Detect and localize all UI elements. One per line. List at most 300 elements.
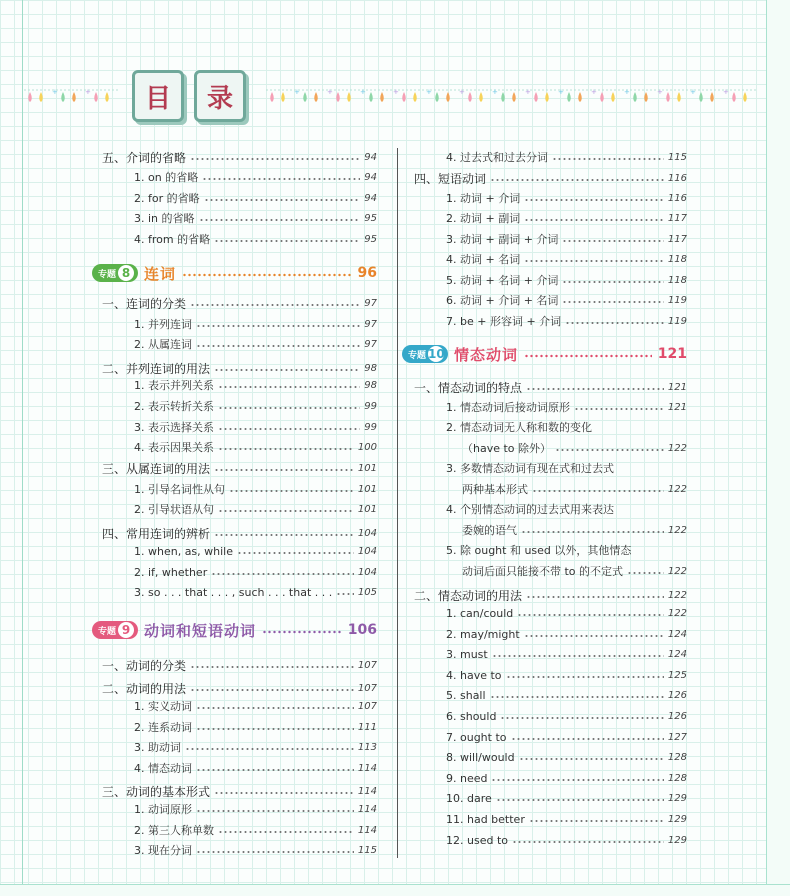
toc-entry[interactable] <box>446 230 687 248</box>
toc-entry-text: 4. have to <box>446 668 502 682</box>
dot-leader <box>214 787 354 795</box>
raindrop-icon <box>633 92 637 102</box>
toc-entry[interactable] <box>134 335 377 353</box>
dot-leader <box>555 444 664 452</box>
toc-entry[interactable] <box>446 686 687 704</box>
toc-entry-page: 94 <box>364 171 377 183</box>
toc-entry-text: 3. 表示选择关系 <box>134 421 214 434</box>
raindrop-icon <box>501 92 505 102</box>
raindrop-icon <box>270 92 274 102</box>
toc-entry[interactable] <box>462 480 687 498</box>
toc-entry-page: 98 <box>364 379 377 391</box>
toc-entry-text: 3. 助动词 <box>134 741 181 754</box>
toc-entry-text: 3. in 的省略 <box>134 212 195 225</box>
toc-entry[interactable] <box>134 397 377 415</box>
toc-entry-page: 122 <box>667 565 687 577</box>
raindrop-icon <box>336 92 340 102</box>
toc-entry-page: 95 <box>364 212 377 224</box>
toc-entry[interactable] <box>446 291 687 309</box>
toc-entry[interactable] <box>446 500 687 518</box>
toc-entry-page: 101 <box>357 462 377 474</box>
toc-entry-text: 4. 表示因果关系 <box>134 441 214 454</box>
raindrop-icon <box>666 92 670 102</box>
toc-entry-page: 124 <box>667 628 687 640</box>
toc-entry[interactable] <box>446 418 687 436</box>
dot-leader <box>552 153 664 161</box>
sparkle-icon: + <box>294 88 300 96</box>
toc-entry-page: 111 <box>357 721 377 733</box>
toc-entry-page: 104 <box>357 545 377 557</box>
dot-leader <box>214 364 360 372</box>
dot-leader <box>492 650 664 658</box>
toc-entry-text: 2. if, whether <box>134 565 208 579</box>
dot-leader <box>214 529 354 537</box>
raindrop-icon <box>369 92 373 102</box>
toc-entry[interactable] <box>134 563 377 581</box>
toc-entry-page: 113 <box>357 741 377 753</box>
title-char-2: 录 <box>194 70 246 122</box>
dot-leader <box>190 299 360 307</box>
section-header-9[interactable] <box>92 619 377 641</box>
toc-entry-text: 2. 连系动词 <box>134 721 192 734</box>
toc-entry-page: 122 <box>667 483 687 495</box>
raindrop-icon <box>710 92 714 102</box>
toc-entry-text: 12. used to <box>446 833 508 847</box>
section-title: 连词 <box>144 264 177 283</box>
toc-entry[interactable] <box>446 312 687 330</box>
toc-entry[interactable] <box>446 707 687 725</box>
dot-leader <box>529 815 664 823</box>
toc-entry-page: 129 <box>667 813 687 825</box>
section-badge: 专题 8 <box>92 264 138 282</box>
dot-leader <box>214 235 360 243</box>
dot-leader <box>196 764 354 772</box>
section-badge: 专题 9 <box>92 621 138 639</box>
toc-entry-page: 122 <box>667 589 687 601</box>
section-leader <box>182 269 351 277</box>
dot-leader <box>524 214 664 222</box>
toc-entry[interactable] <box>446 209 687 227</box>
toc-entry[interactable] <box>134 800 377 818</box>
toc-entry-page: 116 <box>667 172 687 184</box>
dot-leader <box>190 153 360 161</box>
toc-entry[interactable] <box>446 769 687 787</box>
toc-entry-page: 114 <box>357 785 377 797</box>
sparkle-icon: + <box>558 88 564 96</box>
raindrop-icon <box>567 92 571 102</box>
toc-entry-page: 121 <box>667 401 687 413</box>
toc-entry[interactable] <box>446 604 687 622</box>
dot-leader <box>185 743 354 751</box>
toc-entry-text: 3. must <box>446 647 488 661</box>
toc-entry[interactable] <box>446 271 687 289</box>
raindrop-icon <box>534 92 538 102</box>
raindrop-icon <box>743 92 747 102</box>
raindrop-icon <box>402 92 406 102</box>
toc-entry-page: 117 <box>667 233 687 245</box>
toc-entry-text: 一、动词的分类 <box>102 658 187 673</box>
toc-entry-page: 95 <box>364 233 377 245</box>
toc-entry-page: 94 <box>364 151 377 163</box>
toc-entry-text: 9. need <box>446 771 488 785</box>
section-page: 96 <box>357 265 377 281</box>
dot-leader <box>524 255 664 263</box>
raindrop-icon <box>446 92 450 102</box>
page-border-right <box>766 0 790 895</box>
section-leader <box>262 626 342 634</box>
toc-entry-text: 4. 动词 + 名词 <box>446 253 521 266</box>
toc-entry-text: 四、短语动词 <box>414 171 487 186</box>
toc-entry-page: 115 <box>667 151 687 163</box>
raindrop-icon <box>413 92 417 102</box>
toc-entry-page: 100 <box>357 441 377 453</box>
toc-entry[interactable] <box>134 738 377 756</box>
sparkle-icon: + <box>591 88 597 96</box>
toc-entry-text: 三、从属连词的用法 <box>102 461 211 476</box>
toc-entry[interactable] <box>462 562 687 580</box>
sparkle-icon: + <box>327 88 333 96</box>
dot-leader <box>218 826 354 834</box>
toc-entry-text: 1. 表示并列关系 <box>134 379 214 392</box>
sparkle-icon: + <box>624 88 630 96</box>
toc-entry[interactable] <box>134 542 377 560</box>
toc-entry-text: 委婉的语气 <box>462 524 517 537</box>
toc-entry-text: 2. 动词 + 副词 <box>446 212 521 225</box>
raindrop-icon <box>611 92 615 102</box>
toc-entry-page: 97 <box>364 297 377 309</box>
dot-leader <box>218 423 360 431</box>
toc-entry[interactable] <box>134 841 377 859</box>
dot-leader <box>526 591 664 599</box>
toc-entry-page: 99 <box>364 400 377 412</box>
dot-leader <box>190 661 354 669</box>
dot-leader <box>519 753 664 761</box>
raindrop-icon <box>468 92 472 102</box>
raindrop-icon <box>314 92 318 102</box>
dot-leader <box>196 723 354 731</box>
toc-entry-page: 105 <box>357 586 377 598</box>
dot-leader <box>196 340 360 348</box>
title-char-1: 目 <box>132 70 184 122</box>
toc-entry-page: 116 <box>667 192 687 204</box>
toc-entry-text: 10. dare <box>446 791 492 805</box>
raindrop-icon <box>347 92 351 102</box>
toc-entry-text: 3. 多数情态动词有现在式和过去式 <box>446 462 614 475</box>
toc-entry[interactable] <box>446 728 687 746</box>
section-title: 情态动词 <box>454 345 519 364</box>
toc-entry-text: 一、情态动词的特点 <box>414 380 523 395</box>
toc-entry-page: 128 <box>667 751 687 763</box>
toc-entry-text: 4. from 的省略 <box>134 233 211 246</box>
toc-entry-text: 5. shall <box>446 688 486 702</box>
toc-entry-text: 3. 现在分词 <box>134 844 192 857</box>
toc-entry[interactable] <box>462 439 687 457</box>
raindrop-icon <box>39 92 43 102</box>
toc-entry-text: 8. will/would <box>446 750 515 764</box>
raindrop-icon <box>644 92 648 102</box>
toc-entry-text: 二、动词的用法 <box>102 681 187 696</box>
toc-entry-text: 3. 动词 + 副词 + 介词 <box>446 233 559 246</box>
raindrop-icon <box>677 92 681 102</box>
dot-leader <box>524 630 664 638</box>
toc-entry-page: 125 <box>667 669 687 681</box>
raindrop-icon <box>578 92 582 102</box>
raindrop-icon <box>732 92 736 102</box>
toc-entry[interactable] <box>446 789 687 807</box>
sparkle-icon: + <box>393 88 399 96</box>
column-divider <box>397 148 398 858</box>
sparkle-icon: + <box>459 88 465 96</box>
toc-entry[interactable] <box>446 148 687 166</box>
toc-entry-page: 114 <box>357 803 377 815</box>
toc-entry-text: 7. be + 形容词 + 介词 <box>446 315 562 328</box>
toc-entry[interactable] <box>134 718 377 736</box>
toc-entry-text: 三、动词的基本形式 <box>102 784 211 799</box>
toc-entry[interactable] <box>446 541 687 559</box>
section-header-10[interactable] <box>402 343 687 365</box>
dot-leader <box>229 485 354 493</box>
toc-entry-page: 101 <box>357 503 377 515</box>
sparkle-icon: + <box>525 88 531 96</box>
dot-leader <box>218 381 360 389</box>
toc-entry[interactable] <box>134 697 377 715</box>
raindrop-icon <box>699 92 703 102</box>
page-border-left <box>22 0 23 895</box>
raindrop-icon <box>105 92 109 102</box>
toc-entry-text: （have to 除外） <box>462 442 552 455</box>
toc-entry-page: 119 <box>667 315 687 327</box>
toc-entry-text: 4. 情态动词 <box>134 762 192 775</box>
toc-entry[interactable] <box>446 748 687 766</box>
toc-entry[interactable] <box>446 459 687 477</box>
toc-entry-text: 两种基本形式 <box>462 483 528 496</box>
toc-entry-page: 107 <box>357 682 377 694</box>
section-title: 动词和短语动词 <box>144 621 257 640</box>
toc-entry[interactable] <box>462 521 687 539</box>
toc-entry-page: 129 <box>667 792 687 804</box>
section-badge: 专题 10 <box>402 345 448 363</box>
section-header-8[interactable] <box>92 262 377 284</box>
toc-entry[interactable] <box>414 378 687 396</box>
dot-leader <box>496 794 664 802</box>
raindrop-icon <box>303 92 307 102</box>
toc-entry-page: 128 <box>667 772 687 784</box>
toc-entry-page: 118 <box>667 253 687 265</box>
toc-entry[interactable] <box>414 586 687 604</box>
toc-entry-text: 4. 过去式和过去分词 <box>446 151 548 164</box>
toc-entry-page: 97 <box>364 338 377 350</box>
toc-entry[interactable] <box>102 148 377 166</box>
toc-entry-page: 115 <box>357 844 377 856</box>
toc-entry[interactable] <box>446 189 687 207</box>
toc-entry[interactable] <box>414 169 687 187</box>
dot-leader <box>512 836 664 844</box>
dot-leader <box>562 296 663 304</box>
dot-leader <box>190 684 354 692</box>
toc-entry-text: 1. 动词 + 介词 <box>446 192 521 205</box>
raindrop-icon <box>94 92 98 102</box>
toc-entry-text: 动词后面只能接不带 to 的不定式 <box>462 565 624 578</box>
toc-entry-page: 124 <box>667 648 687 660</box>
toc-entry[interactable] <box>134 759 377 777</box>
dot-leader <box>526 383 664 391</box>
dot-leader <box>202 173 360 181</box>
toc-entry-page: 99 <box>364 421 377 433</box>
toc-entry[interactable] <box>134 315 377 333</box>
toc-entry[interactable] <box>134 480 377 498</box>
toc-entry[interactable] <box>446 666 687 684</box>
toc-entry[interactable] <box>134 583 377 601</box>
raindrop-icon <box>28 92 32 102</box>
raindrop-icon <box>61 92 65 102</box>
toc-entry-page: 127 <box>667 731 687 743</box>
toc-entry[interactable] <box>102 524 377 542</box>
toc-entry-text: 2. 引导状语从句 <box>134 503 214 516</box>
toc-entry-text: 2. 第三人称单数 <box>134 824 214 837</box>
dot-leader <box>218 402 360 410</box>
toc-entry-page: 101 <box>357 483 377 495</box>
toc-entry-text: 6. 动词 + 介词 + 名词 <box>446 294 559 307</box>
dot-leader <box>196 846 354 854</box>
toc-entry[interactable] <box>446 398 687 416</box>
toc-entry-page: 107 <box>357 700 377 712</box>
toc-entry[interactable] <box>102 782 377 800</box>
raindrop-icon <box>72 92 76 102</box>
toc-entry-text: 4. 个别情态动词的过去式用来表达 <box>446 503 614 516</box>
toc-entry-page: 122 <box>667 524 687 536</box>
toc-entry-text: 11. had better <box>446 812 525 826</box>
dot-leader <box>532 485 664 493</box>
toc-entry-text: 二、情态动词的用法 <box>414 588 523 603</box>
toc-entry[interactable] <box>134 500 377 518</box>
dot-leader <box>524 194 664 202</box>
toc-entry[interactable] <box>134 418 377 436</box>
sparkle-icon: + <box>657 88 663 96</box>
toc-entry-text: 1. 情态动词后接动词原形 <box>446 401 570 414</box>
sparkle-icon: + <box>360 88 366 96</box>
dot-leader <box>490 691 664 699</box>
dot-leader <box>199 214 361 222</box>
dot-leader <box>237 547 354 555</box>
dot-leader <box>574 403 664 411</box>
toc-entry-text: 一、连词的分类 <box>102 296 187 311</box>
dot-leader <box>490 174 664 182</box>
toc-entry-text: 1. can/could <box>446 606 514 620</box>
toc-entry-text: 2. for 的省略 <box>134 192 200 205</box>
dot-leader <box>491 774 663 782</box>
raindrop-icon <box>435 92 439 102</box>
raindrop-icon <box>600 92 604 102</box>
toc-entry-text: 1. when, as, while <box>134 544 234 558</box>
sparkle-icon: + <box>690 88 696 96</box>
dot-leader <box>218 443 354 451</box>
dot-leader <box>211 568 354 576</box>
toc-entry[interactable] <box>134 189 377 207</box>
toc-entry[interactable] <box>102 679 377 697</box>
toc-entry-text: 2. 从属连词 <box>134 338 192 351</box>
toc-entry[interactable] <box>134 438 377 456</box>
dot-leader <box>565 317 664 325</box>
dot-leader <box>511 733 664 741</box>
raindrop-icon <box>545 92 549 102</box>
dot-leader <box>204 194 361 202</box>
section-leader <box>524 350 652 358</box>
toc-entry[interactable] <box>102 459 377 477</box>
raindrop-icon <box>479 92 483 102</box>
toc-entry-text: 6. should <box>446 709 497 723</box>
toc-entry-page: 117 <box>667 212 687 224</box>
dot-leader <box>562 235 663 243</box>
dot-leader <box>521 526 664 534</box>
section-page: 106 <box>347 622 377 638</box>
toc-entry-text: 五、介词的省略 <box>102 150 187 165</box>
raindrop-icon <box>512 92 516 102</box>
page-border-bottom <box>0 884 790 896</box>
sparkle-icon: + <box>52 88 58 96</box>
toc-entry[interactable] <box>102 359 377 377</box>
toc-entry-text: 1. 引导名词性从句 <box>134 483 225 496</box>
toc-entry-page: 122 <box>667 442 687 454</box>
toc-entry-page: 98 <box>364 362 377 374</box>
toc-entry[interactable] <box>446 625 687 643</box>
toc-entry[interactable] <box>134 230 377 248</box>
toc-entry-text: 二、并列连词的用法 <box>102 361 211 376</box>
dot-leader <box>196 320 360 328</box>
toc-entry-page: 114 <box>357 762 377 774</box>
toc-entry-page: 97 <box>364 318 377 330</box>
toc-entry-page: 94 <box>364 192 377 204</box>
raindrop-garland-left <box>24 84 120 110</box>
toc-entry[interactable] <box>446 645 687 663</box>
toc-entry-page: 114 <box>357 824 377 836</box>
toc-entry[interactable] <box>102 294 377 312</box>
dot-leader <box>336 588 354 596</box>
toc-entry-page: 107 <box>357 659 377 671</box>
toc-entry[interactable] <box>446 810 687 828</box>
raindrop-icon <box>380 92 384 102</box>
toc-entry[interactable] <box>134 168 377 186</box>
section-page: 121 <box>657 346 687 362</box>
toc-entry-page: 104 <box>357 527 377 539</box>
toc-entry-page: 129 <box>667 834 687 846</box>
dot-leader <box>196 805 354 813</box>
toc-entry-page: 126 <box>667 710 687 722</box>
toc-entry[interactable] <box>102 656 377 674</box>
raindrop-garland-right <box>266 84 758 110</box>
toc-entry-text: 四、常用连词的辨析 <box>102 526 211 541</box>
dot-leader <box>500 712 663 720</box>
toc-entry-page: 104 <box>357 566 377 578</box>
toc-entry[interactable] <box>446 831 687 849</box>
toc-entry-text: 5. 除 ought 和 used 以外，其他情态 <box>446 544 632 557</box>
dot-leader <box>196 702 354 710</box>
dot-leader <box>627 567 664 575</box>
toc-entry-page: 118 <box>667 274 687 286</box>
toc-entry[interactable] <box>134 821 377 839</box>
toc-entry-text: 2. may/might <box>446 627 520 641</box>
dot-leader <box>218 505 354 513</box>
toc-entry-text: 3. so . . . that . . . , such . . . that . . . <box>134 585 333 599</box>
toc-entry[interactable] <box>134 209 377 227</box>
toc-entry-text: 7. ought to <box>446 730 507 744</box>
toc-entry[interactable] <box>446 250 687 268</box>
toc-entry[interactable] <box>134 376 377 394</box>
toc-entry-page: 122 <box>667 607 687 619</box>
toc-entry-page: 121 <box>667 381 687 393</box>
toc-entry-text: 1. 并列连词 <box>134 318 192 331</box>
dot-leader <box>506 671 664 679</box>
toc-entry-text: 1. 实义动词 <box>134 700 192 713</box>
